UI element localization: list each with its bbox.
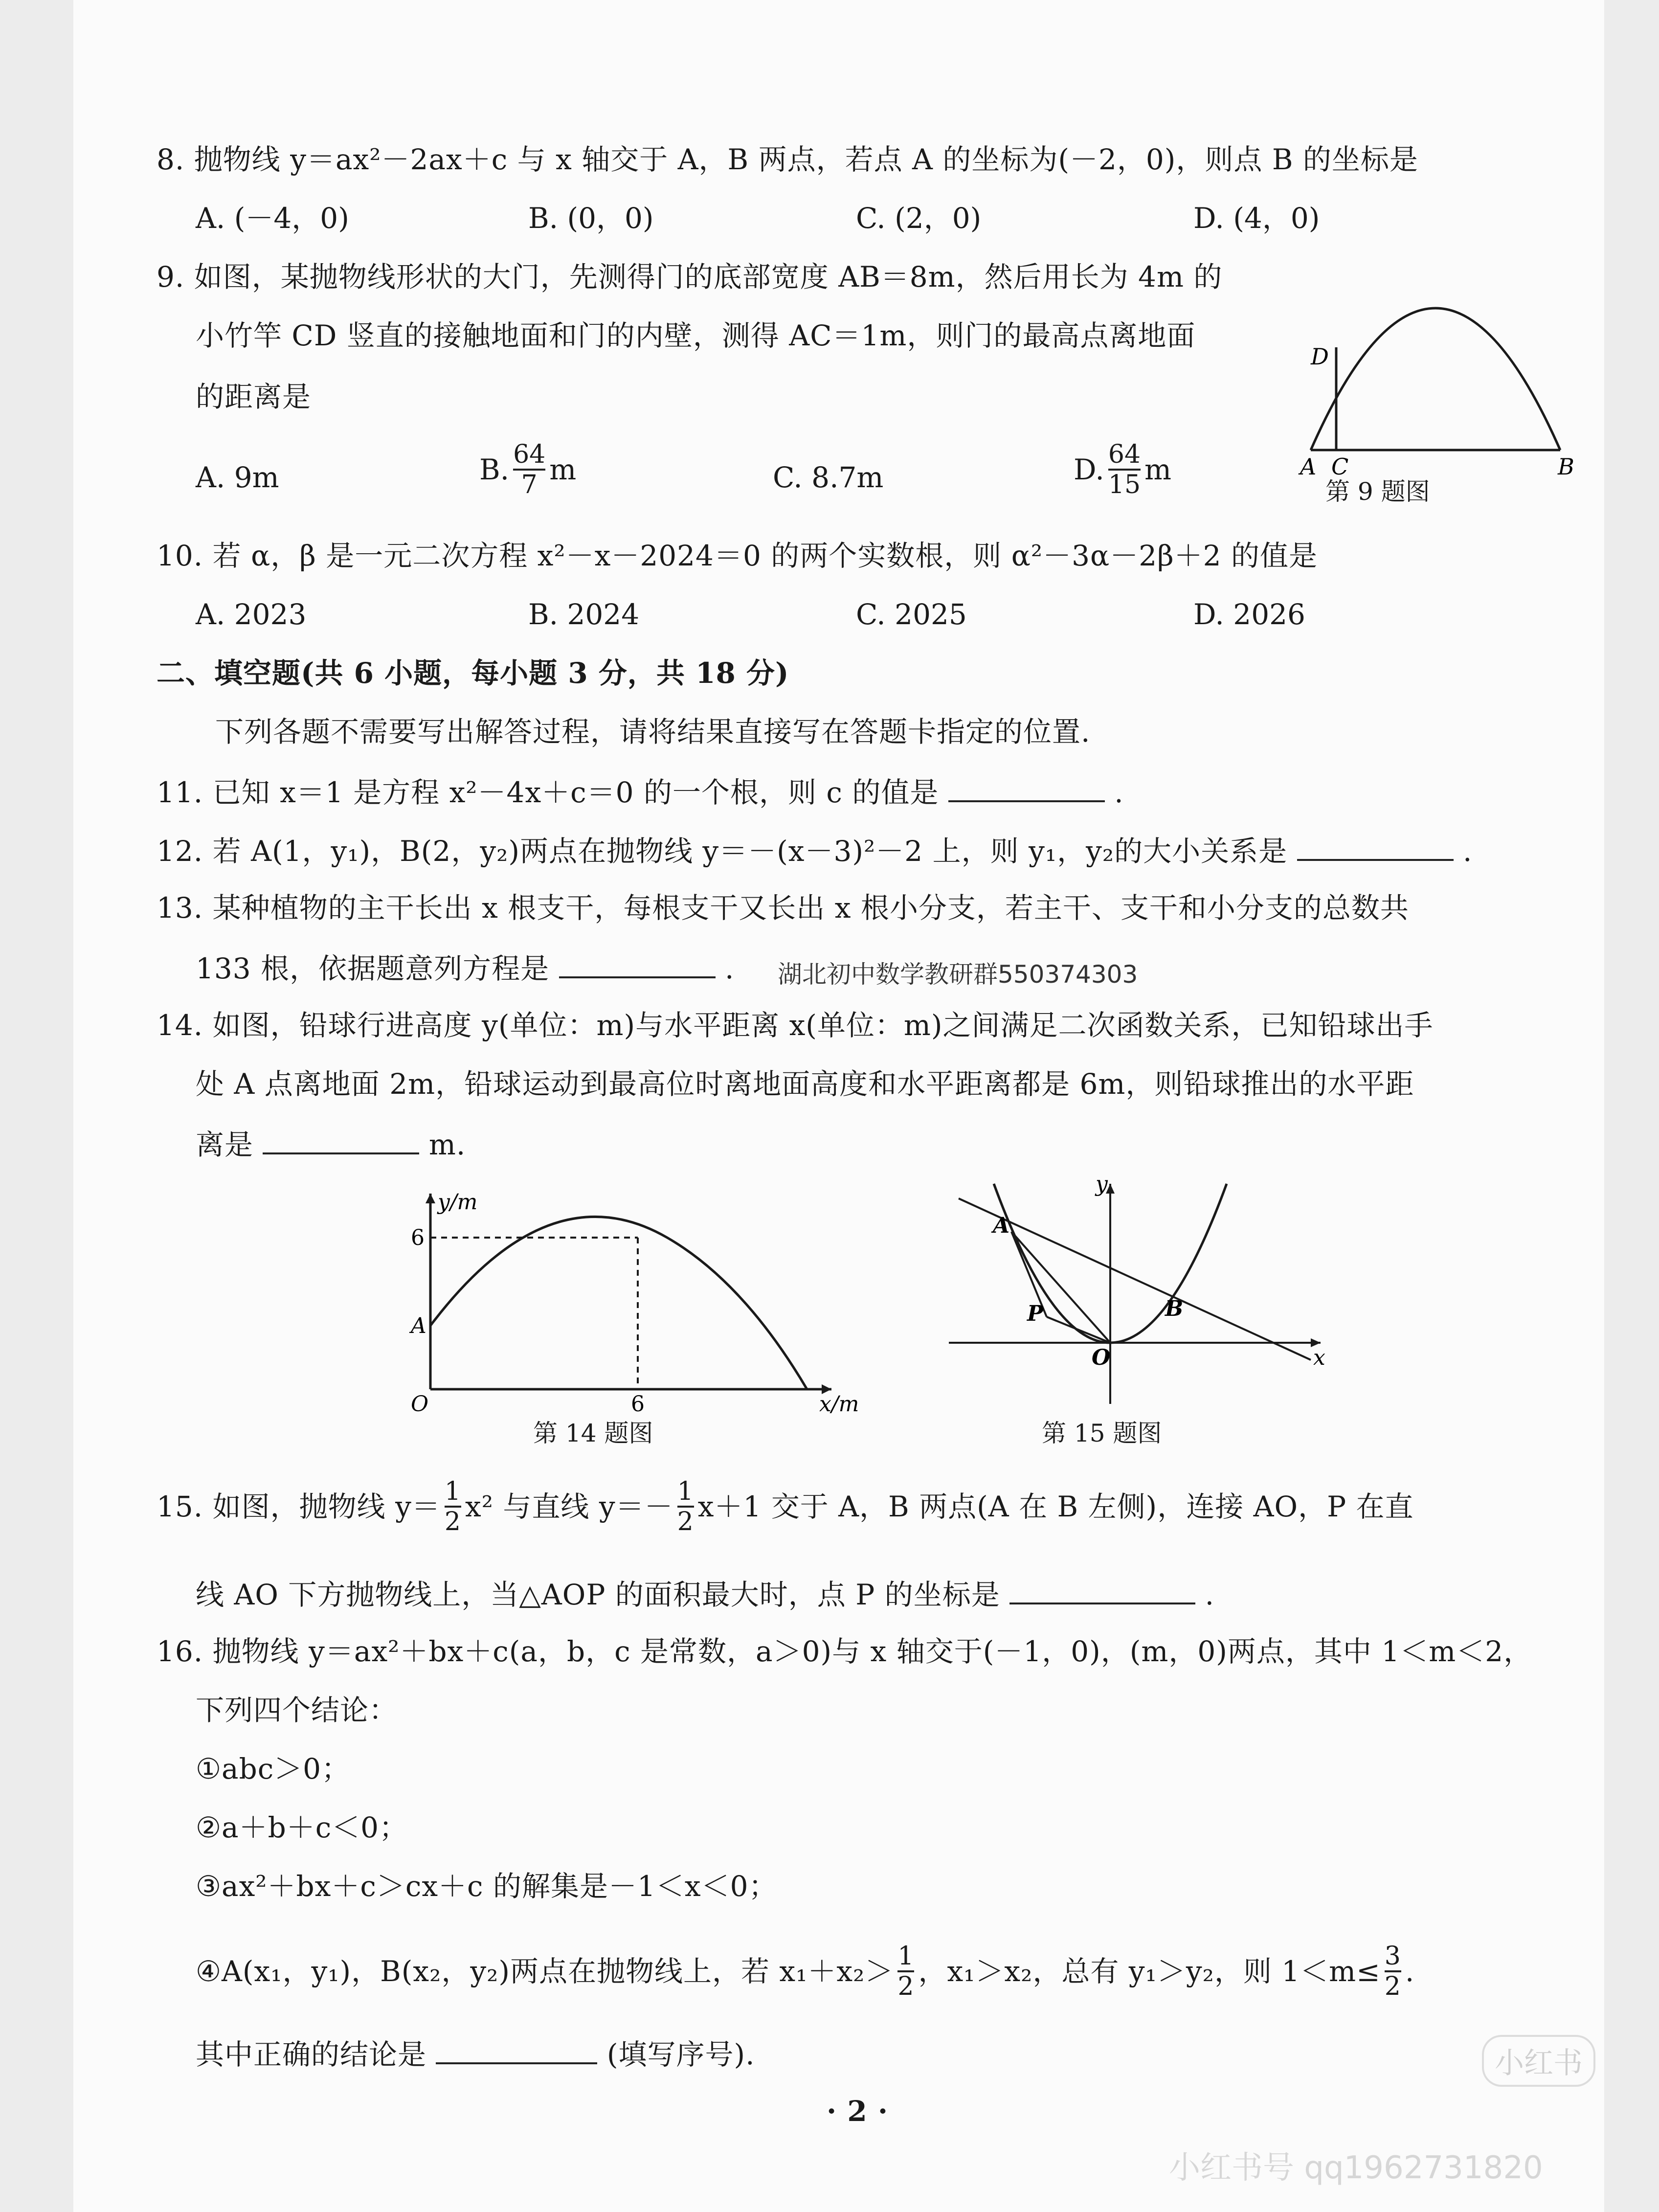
- q13-answer-blank[interactable]: [559, 949, 716, 978]
- q15-part3: x＋1 交于 A，B 两点(A 在 B 左侧)，连接 AO，P 在直: [697, 1490, 1414, 1523]
- q13-line2-text: 133 根，依据题意列方程是: [196, 952, 550, 985]
- q16-fraction-2: [1385, 1942, 1401, 2001]
- q16-conclusion-2: ②a＋b＋c＜0；: [196, 1811, 408, 1844]
- q9-line2: 小竹竿 CD 竖直的接触地面和门的内壁，测得 AC＝1m，则门的最高点离地面: [196, 319, 1196, 352]
- q16-conclusion-1: ①abc＞0；: [196, 1752, 351, 1785]
- frac-num: 64: [1108, 440, 1141, 469]
- q15-label-b: B: [1165, 1296, 1184, 1321]
- q9-line3: 的距离是: [196, 380, 312, 413]
- q14-figure: [391, 1184, 890, 1419]
- q12-answer-blank[interactable]: [1297, 832, 1454, 861]
- q12-end: .: [1462, 835, 1473, 868]
- q12: [157, 832, 1472, 869]
- q14-figure-caption: 第 14 题图: [533, 1419, 653, 1447]
- q15-part1: 15. 如图，抛物线 y＝: [157, 1490, 441, 1523]
- q9-figure: [1291, 245, 1594, 499]
- q15-label-p: P: [1027, 1301, 1044, 1326]
- q16-c4-end: .: [1405, 1955, 1415, 1988]
- q14-trajectory: [430, 1217, 807, 1389]
- q10-option-c: C. 2025: [856, 598, 967, 631]
- q9-option-a: A. 9m: [196, 461, 279, 494]
- q14-tick-y: 6: [411, 1225, 425, 1250]
- q16-c4-part1: ④A(x₁，y₁)，B(x₂，y₂)两点在抛物线上，若 x₁＋x₂＞: [196, 1955, 894, 1988]
- section2-instruction: 下列各题不需要写出解答过程，请将结果直接写在答题卡指定的位置.: [215, 715, 1091, 748]
- q8-option-b: B. (0，0): [528, 202, 654, 235]
- q9-option-d-fraction: [1108, 440, 1141, 499]
- q15-end: .: [1205, 1578, 1215, 1611]
- q15-fraction-2: [677, 1477, 694, 1536]
- q15-label-o: O: [1092, 1345, 1111, 1370]
- frac-den: 7: [521, 470, 538, 499]
- frac-num: 1: [897, 1941, 915, 1971]
- frac-num: 1: [677, 1477, 694, 1506]
- q16-fraction-1: [897, 1942, 914, 2001]
- q14-xlabel: x/m: [819, 1392, 859, 1417]
- q9-parabola: [1311, 308, 1560, 450]
- q16-answer-blank[interactable]: [436, 2035, 597, 2064]
- q15-fraction-1: [445, 1477, 461, 1536]
- frac-den: 2: [444, 1507, 461, 1536]
- q16-c4-part2: ，x₁＞x₂，总有 y₁＞y₂，则 1＜m≤: [918, 1955, 1381, 1988]
- q9-label-c: C: [1331, 453, 1349, 480]
- q9-option-b: [479, 440, 576, 499]
- q8-option-c: C. (2，0): [856, 202, 982, 235]
- frac-num: 64: [513, 440, 546, 469]
- q9-label-b: B: [1558, 453, 1574, 480]
- q10-option-b: B. 2024: [528, 598, 640, 631]
- q14-y-arrow-icon: [426, 1194, 435, 1203]
- q11: [157, 773, 1124, 810]
- q15-part2: x² 与直线 y＝－: [465, 1490, 673, 1523]
- watermark-logo: 小红书: [1482, 2035, 1595, 2087]
- q15-label-y: y: [1096, 1174, 1108, 1196]
- q9-option-b-fraction: [513, 440, 545, 499]
- q11-end: .: [1114, 776, 1124, 809]
- q9-option-d: [1074, 440, 1171, 499]
- q10-option-d: D. 2026: [1193, 598, 1305, 631]
- frac-num: 1: [444, 1477, 461, 1506]
- q8-stem: 8. 抛物线 y＝ax²－2ax＋c 与 x 轴交于 A，B 两点，若点 A 的坐标为(－2，0)，则点 B 的坐标是: [157, 143, 1418, 176]
- group-text: 湖北初中数学教研群550374303: [778, 960, 1138, 989]
- q16-final-prefix: 其中正确的结论是: [196, 2038, 427, 2071]
- frac-num: 3: [1384, 1941, 1401, 1971]
- q9-option-d-prefix: D.: [1074, 453, 1104, 486]
- q11-text: 11. 已知 x＝1 是方程 x²－4x＋c＝0 的一个根，则 c 的值是: [157, 776, 939, 809]
- q14-unit: m.: [428, 1128, 466, 1161]
- q9-figure-caption: 第 9 题图: [1325, 477, 1430, 506]
- q15-label-x: x: [1313, 1345, 1325, 1370]
- q14-label-o: O: [411, 1392, 429, 1417]
- q16-final-suffix: (填写序号).: [606, 2038, 755, 2071]
- watermark-id: 小红书号 qq1962731820: [1169, 2150, 1543, 2186]
- q13-end: .: [725, 952, 735, 985]
- q9-label-d: D: [1311, 343, 1329, 370]
- q15-figure: [939, 1174, 1330, 1409]
- q9-label-a: A: [1300, 453, 1317, 480]
- q12-text: 12. 若 A(1，y₁)，B(2，y₂)两点在抛物线 y＝－(x－3)²－2 上，则 y₁，y₂的大小关系是: [157, 835, 1288, 868]
- q15-answer-blank[interactable]: [1009, 1575, 1195, 1604]
- q8-option-a: A. (－4，0): [196, 202, 349, 235]
- frac-den: 2: [897, 1972, 915, 2001]
- q15-line1: [157, 1472, 1414, 1541]
- q15-label-a: A: [993, 1213, 1010, 1238]
- q15-line2-text: 线 AO 下方抛物线上，当△AOP 的面积最大时，点 P 的坐标是: [196, 1578, 1000, 1611]
- q14-label-a: A: [411, 1313, 426, 1338]
- q13-line2: [196, 949, 734, 986]
- q9-line1: 9. 如图，某抛物线形状的大门，先测得门的底部宽度 AB＝8m，然后用长为 4m 的: [157, 260, 1223, 293]
- q9-option-d-unit: m: [1144, 453, 1172, 486]
- q15-segment-po: [1047, 1317, 1110, 1343]
- q15-line2: [196, 1575, 1214, 1612]
- q14-answer-blank[interactable]: [263, 1125, 419, 1154]
- q14-line3: [196, 1125, 466, 1162]
- q15-segment-ao: [1011, 1232, 1110, 1343]
- frac-den: 2: [677, 1507, 694, 1536]
- q16-line1: 16. 抛物线 y＝ax²＋bx＋c(a，b，c 是常数，a＞0)与 x 轴交于(－1，0)，(m，0)两点，其中 1＜m＜2，: [157, 1635, 1533, 1668]
- section2-title: 二、填空题(共 6 小题，每小题 3 分，共 18 分): [157, 656, 789, 690]
- q15-figure-caption: 第 15 题图: [1042, 1419, 1162, 1447]
- q10-option-a: A. 2023: [196, 598, 307, 631]
- frac-den: 15: [1108, 470, 1141, 499]
- q8-option-d: D. (4，0): [1193, 202, 1320, 235]
- q9-option-b-prefix: B.: [479, 453, 510, 486]
- q11-answer-blank[interactable]: [948, 773, 1105, 802]
- q16-conclusion-3: ③ax²＋bx＋c＞cx＋c 的解集是－1＜x＜0；: [196, 1870, 778, 1903]
- q14-tick-x: 6: [631, 1392, 645, 1417]
- q16-conclusion-4: [196, 1937, 1414, 2006]
- frac-den: 2: [1384, 1972, 1401, 2001]
- q14-ylabel: y/m: [438, 1190, 478, 1215]
- q16-line2: 下列四个结论：: [196, 1693, 398, 1727]
- q13-line1: 13. 某种植物的主干长出 x 根支干，每根支干又长出 x 根小分支，若主干、支干和小分支的总数共: [157, 891, 1409, 925]
- q14-line2: 处 A 点离地面 2m，铅球运动到最高位时离地面高度和水平距离都是 6m，则铅球推出的水平距: [196, 1067, 1414, 1101]
- q9-option-c: C. 8.7m: [773, 461, 884, 494]
- page-number: · 2 ·: [827, 2095, 889, 2128]
- q14-line1: 14. 如图，铅球行进高度 y(单位：m)与水平距离 x(单位：m)之间满足二次函数关系，已知铅球出手: [157, 1009, 1434, 1042]
- q16-final: [196, 2035, 755, 2072]
- exam-page: [73, 0, 1604, 2212]
- q10-stem: 10. 若 α，β 是一元二次方程 x²－x－2024＝0 的两个实数根，则 α²－3α－2β＋2 的值是: [157, 539, 1318, 572]
- q9-option-b-unit: m: [549, 453, 577, 486]
- q14-line3-prefix: 离是: [196, 1128, 254, 1161]
